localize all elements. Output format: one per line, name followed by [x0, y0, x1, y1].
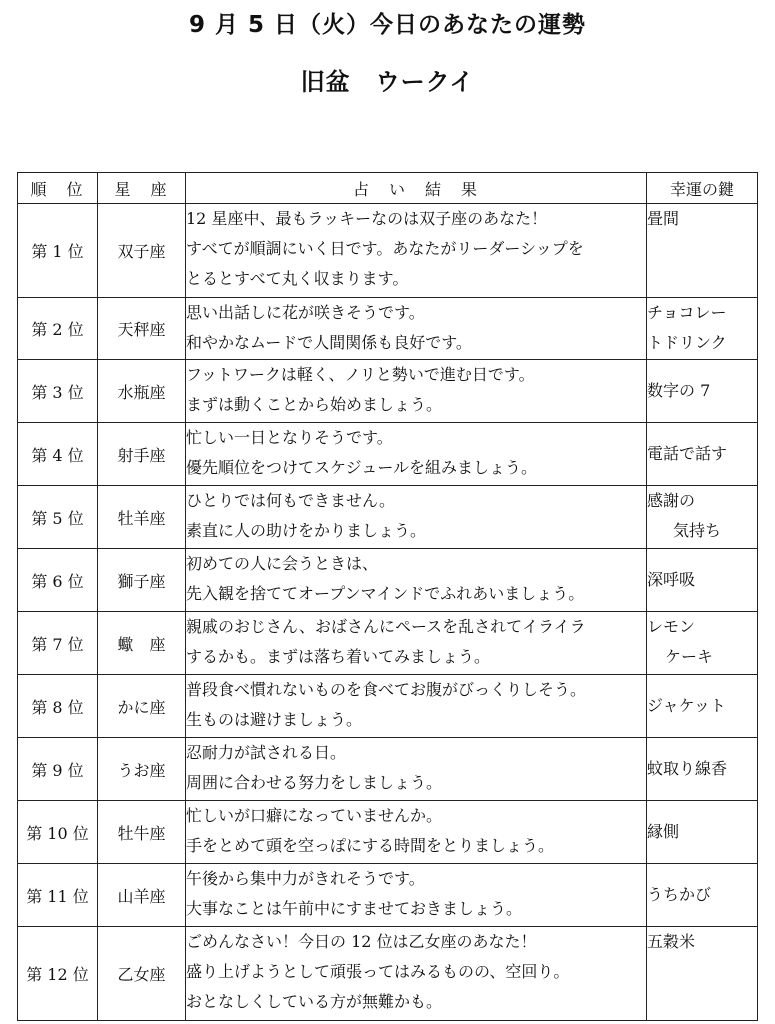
key-cell [647, 204, 758, 298]
result-line: 大事なことは午前中にすませておきましょう。 [186, 899, 523, 918]
rank-cell: 第 6 位 [18, 549, 98, 612]
page-title: 9 月 5 日（火）今日のあなたの運勢 [188, 12, 587, 38]
key-line: ケーキ [665, 647, 714, 666]
result-line: ごめんなさい！今日の 12 位は乙女座のあなた！ [186, 932, 537, 951]
result-line: 忍耐力が試される日。 [186, 743, 347, 762]
result-line: 思い出話しに花が咲きそうです。 [186, 303, 425, 322]
result-cell [186, 675, 647, 738]
result-line: 先入観を捨ててオープンマインドでふれあいましょう。 [186, 584, 585, 603]
table-row [18, 360, 758, 423]
fortune-table [17, 172, 758, 1021]
key-line: 蚊取り線香 [647, 759, 728, 778]
table-row [18, 675, 758, 738]
sign-cell: 天秤座 [98, 298, 186, 360]
result-line: 普段食べ慣れないものを食べてお腹がびっくりしそう。 [186, 680, 587, 699]
result-line: 忙しいが口癖になっていませんか。 [186, 806, 443, 825]
table-row [18, 549, 758, 612]
result-cell [186, 204, 647, 298]
key-cell [647, 801, 758, 864]
key-line: チョコレー [647, 303, 727, 322]
key-cell [647, 549, 758, 612]
key-line: ジャケット [647, 696, 726, 715]
header-sign: 星 座 [98, 173, 186, 204]
rank-cell: 第 4 位 [18, 423, 98, 486]
key-cell [647, 298, 758, 360]
result-line: 初めての人に会うときは、 [186, 554, 379, 573]
key-line: うちかび [647, 885, 712, 904]
result-cell [186, 801, 647, 864]
rank-cell: 第 9 位 [18, 738, 98, 801]
result-line: おとなしくしている方が無難かも。 [186, 992, 443, 1011]
result-line: とるとすべて丸く収まります。 [186, 269, 409, 288]
table-header-row [18, 173, 758, 204]
sign-cell: 牡牛座 [98, 801, 186, 864]
result-line: 12 星座中、最もラッキーなのは双子座のあなた！ [186, 209, 548, 228]
key-cell [647, 423, 758, 486]
sign-cell: 蠍 座 [98, 612, 186, 675]
result-line: 忙しい一日となりそうです。 [186, 428, 393, 447]
result-cell [186, 927, 647, 1021]
result-line: 和やかなムードで人間関係も良好です。 [186, 333, 472, 352]
sign-cell: 乙女座 [98, 927, 186, 1021]
sign-cell: 山羊座 [98, 864, 186, 927]
result-cell [186, 738, 647, 801]
sign-cell: 牡羊座 [98, 486, 186, 549]
key-line: 畳間 [647, 209, 680, 228]
table-row [18, 423, 758, 486]
key-cell [647, 360, 758, 423]
table-row [18, 486, 758, 549]
key-cell [647, 675, 758, 738]
key-line: 五穀米 [647, 932, 696, 951]
rank-cell: 第 10 位 [18, 801, 98, 864]
rank-cell: 第 3 位 [18, 360, 98, 423]
result-line: 周囲に合わせる努力をしましょう。 [186, 773, 443, 792]
key-line: 電話で話す [647, 444, 728, 463]
result-line: 素直に人の助けをかりましょう。 [186, 521, 427, 540]
result-line: すべてが順調にいく日です。あなたがリーダーシップを [186, 239, 584, 258]
key-cell [647, 612, 758, 675]
result-line: するかも。まずは落ち着いてみましょう。 [186, 647, 491, 666]
table-row [18, 927, 758, 1021]
result-line: 盛り上げようとして頑張ってはみるものの、空回り。 [186, 962, 570, 981]
rank-cell: 第 2 位 [18, 298, 98, 360]
table-row [18, 204, 758, 298]
result-line: ひとりでは何もできません。 [186, 491, 395, 510]
result-cell [186, 298, 647, 360]
result-line: フットワークは軽く、ノリと勢いで進む日です。 [186, 365, 535, 384]
sign-cell: 双子座 [98, 204, 186, 298]
result-line: まずは動くことから始めましょう。 [186, 395, 443, 414]
key-line: レモン [647, 617, 696, 636]
key-cell [647, 927, 758, 1021]
key-line: 縁側 [647, 822, 680, 841]
sign-cell: 水瓶座 [98, 360, 186, 423]
table-row [18, 864, 758, 927]
sign-cell: 射手座 [98, 423, 186, 486]
rank-cell: 第 12 位 [18, 927, 98, 1021]
table-row [18, 738, 758, 801]
result-cell [186, 486, 647, 549]
sign-cell: うお座 [98, 738, 186, 801]
table-row [18, 612, 758, 675]
rank-cell: 第 11 位 [18, 864, 98, 927]
rank-cell: 第 5 位 [18, 486, 98, 549]
table-row [18, 801, 758, 864]
page-subtitle: 旧盆 ウークイ [300, 68, 475, 96]
rank-cell: 第 8 位 [18, 675, 98, 738]
result-cell [186, 549, 647, 612]
key-line: 数字の 7 [647, 381, 711, 400]
result-cell [186, 864, 647, 927]
key-line: 深呼吸 [647, 570, 696, 589]
key-line: 気持ち [673, 521, 722, 540]
result-cell [186, 612, 647, 675]
result-cell [186, 360, 647, 423]
sign-cell: かに座 [98, 675, 186, 738]
header-rank: 順 位 [18, 173, 98, 204]
result-line: 親戚のおじさん、おばさんにペースを乱されてイライラ [186, 617, 586, 636]
rank-cell: 第 1 位 [18, 204, 98, 298]
key-cell [647, 864, 758, 927]
table-row [18, 298, 758, 360]
result-line: 手をとめて頭を空っぽにする時間をとりましょう。 [186, 836, 555, 855]
result-line: 優先順位をつけてスケジュールを組みましょう。 [186, 458, 538, 477]
header-key: 幸運の鍵 [647, 173, 758, 204]
result-cell [186, 423, 647, 486]
rank-cell: 第 7 位 [18, 612, 98, 675]
key-line: 感謝の [647, 491, 696, 510]
key-cell [647, 486, 758, 549]
result-line: 生ものは避けましょう。 [186, 710, 363, 729]
key-line: トドリンク [647, 333, 727, 352]
header-result: 占 い 結 果 [186, 173, 647, 204]
result-line: 午後から集中力がきれそうです。 [186, 869, 425, 888]
key-cell [647, 738, 758, 801]
sign-cell: 獅子座 [98, 549, 186, 612]
